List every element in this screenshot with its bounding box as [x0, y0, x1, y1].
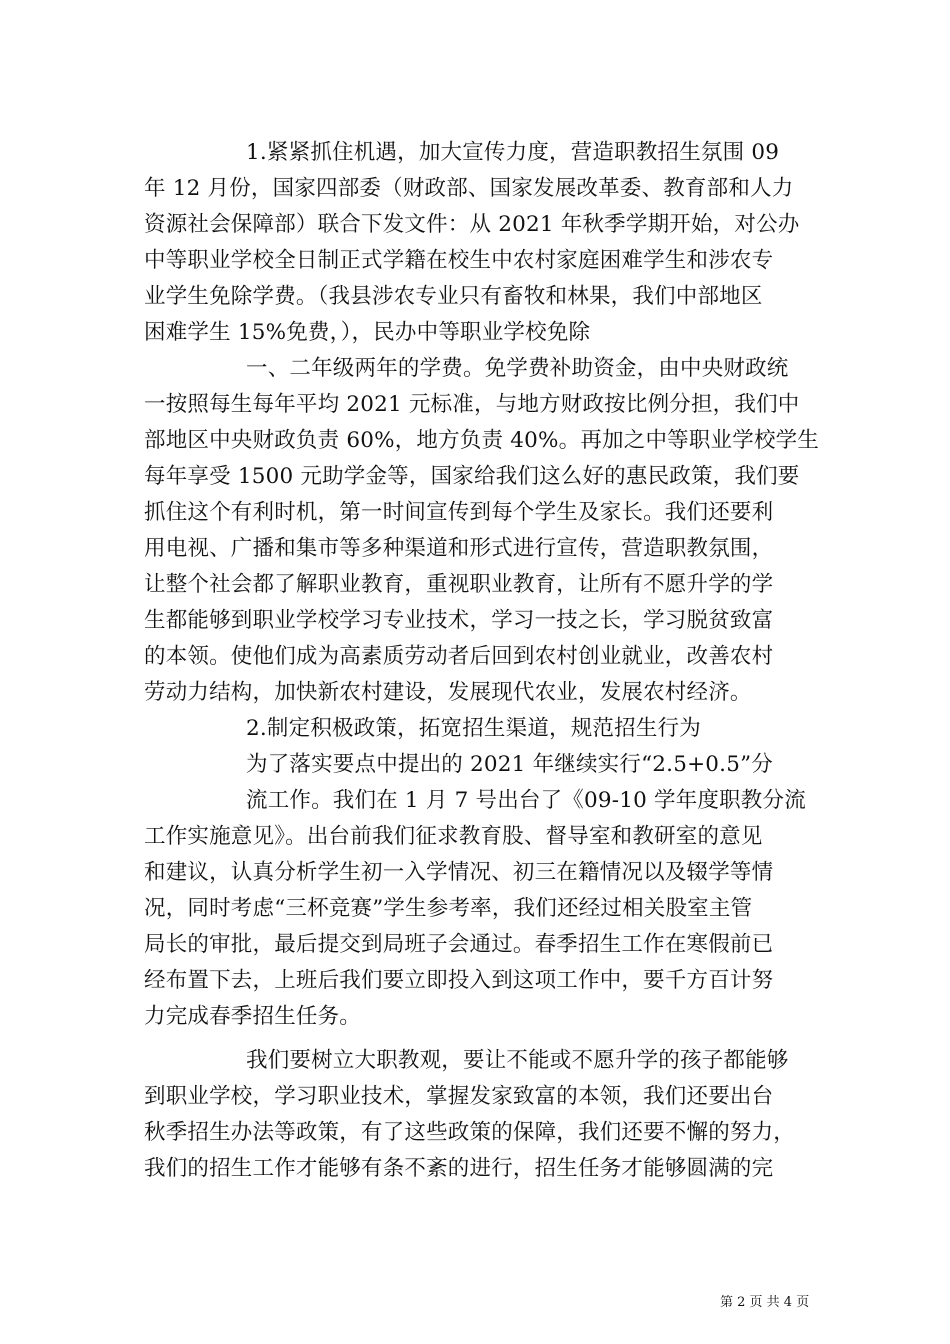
text-line: 年 12 月份，国家四部委（财政部、国家发展改革委、教育部和人力 [144, 176, 794, 201]
text-line: 中等职业学校全日制正式学籍在校生中农村家庭困难学生和涉农专 [144, 248, 774, 273]
text-line: 力完成春季招生任务。 [144, 1004, 362, 1029]
text-line: 和建议，认真分析学生初一入学情况、初三在籍情况以及辍学等情 [144, 860, 774, 885]
text-line: 一、二年级两年的学费。免学费补助资金，由中央财政统 [246, 356, 789, 381]
text-line: 2.制定积极政策，拓宽招生渠道，规范招生行为 [246, 716, 701, 741]
page-number: 第 2 页 共 4 页 [720, 1295, 810, 1310]
text-line: 用电视、广播和集市等多种渠道和形式进行宣传，营造职教氛围， [144, 536, 774, 561]
text-line: 抓住这个有利时机，第一时间宣传到每个学生及家长。我们还要利 [144, 500, 774, 525]
text-line: 让整个社会都了解职业教育，重视职业教育，让所有不愿升学的学 [144, 572, 774, 597]
text-line: 一按照每生每年平均 2021 元标准，与地方财政按比例分担，我们中 [144, 392, 800, 417]
text-line: 劳动力结构，加快新农村建设，发展现代农业，发展农村经济。 [144, 680, 752, 705]
text-line: 的本领。使他们成为高素质劳动者后回到农村创业就业，改善农村 [144, 644, 774, 669]
text-line: 生都能够到职业学校学习专业技术，学习一技之长，学习脱贫致富 [144, 608, 774, 633]
text-line: 业学生免除学费。（我县涉农专业只有畜牧和林果，我们中部地区 [144, 284, 763, 309]
text-line: 局长的审批，最后提交到局班子会通过。春季招生工作在寒假前已 [144, 932, 774, 957]
text-line: 1.紧紧抓住机遇，加大宣传力度，营造职教招生氛围 09 [246, 140, 780, 165]
text-line: 为了落实要点中提出的 2021 年继续实行“2.5+0.5”分 [246, 752, 773, 777]
text-line: 困难学生 15%免费，），民办中等职业学校免除 [144, 320, 591, 345]
text-line: 我们要树立大职教观，要让不能或不愿升学的孩子都能够 [246, 1048, 789, 1073]
text-line: 每年享受 1500 元助学金等，国家给我们这么好的惠民政策，我们要 [144, 464, 800, 489]
text-line: 秋季招生办法等政策，有了这些政策的保障，我们还要不懈的努力， [144, 1120, 796, 1145]
text-line: 工作实施意见》。出台前我们征求教育股、督导室和教研室的意见 [144, 824, 763, 849]
text-line: 资源社会保障部）联合下发文件：从 2021 年秋季学期开始，对公办 [144, 212, 800, 237]
text-line: 况，同时考虑“三杯竞赛”学生参考率，我们还经过相关股室主管 [144, 896, 753, 921]
text-line: 部地区中央财政负责 60%，地方负责 40%。再加之中等职业学校学生 [144, 428, 820, 453]
text-line: 到职业学校，学习职业技术，掌握发家致富的本领，我们还要出台 [144, 1084, 774, 1109]
text-line: 我们的招生工作才能够有条不紊的进行，招生任务才能够圆满的完 [144, 1156, 774, 1181]
text-line: 经布置下去，上班后我们要立即投入到这项工作中，要千方百计努 [144, 968, 774, 993]
text-line: 流工作。我们在 1 月 7 号出台了《09-10 学年度职教分流 [246, 788, 806, 813]
